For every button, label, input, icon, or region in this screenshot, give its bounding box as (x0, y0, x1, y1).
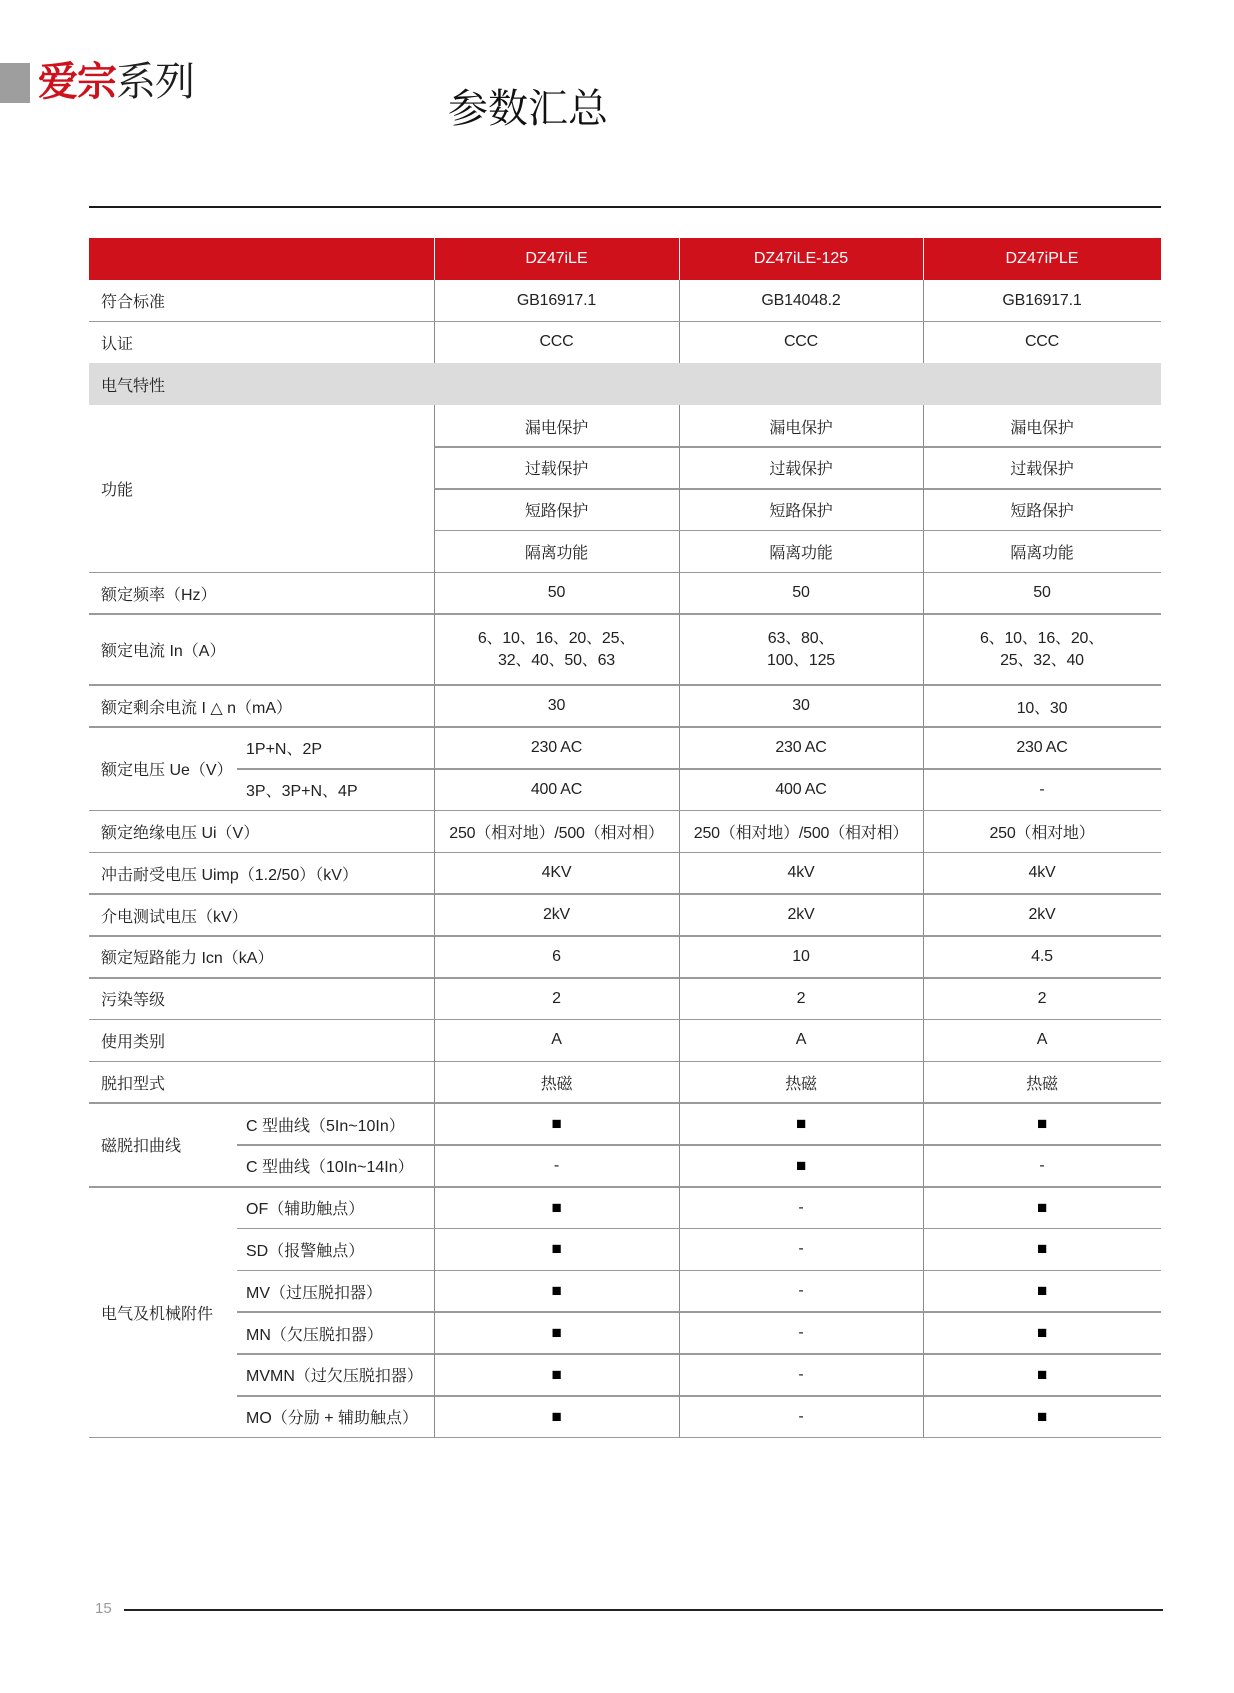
value-cell: CCC (1024, 333, 1060, 351)
value-line: 100、125 (767, 651, 835, 669)
column-divider (923, 1396, 924, 1438)
group-label: 额定电压 Ue（V） (101, 762, 233, 780)
value-cell: - (798, 1198, 804, 1216)
column-divider (923, 727, 924, 769)
spec-table (89, 238, 1161, 1438)
supported-marker-icon: ■ (551, 1239, 562, 1259)
supported-marker-icon: ■ (1036, 1323, 1048, 1343)
value-cell: 热磁 (785, 1075, 817, 1093)
supported-marker-icon: ■ (551, 1197, 562, 1217)
value-cell (434, 614, 679, 685)
column-divider (923, 1187, 924, 1229)
sub-label: C 型曲线（10In~14In） (246, 1159, 414, 1177)
supported-marker-icon: ■ (551, 1364, 562, 1384)
value-cell: 4kV (1028, 864, 1056, 882)
column-divider (434, 685, 435, 727)
column-divider (923, 614, 924, 685)
column-divider (679, 531, 680, 573)
supported-marker-icon: ■ (551, 1114, 562, 1134)
value-cell: 2 (552, 989, 561, 1007)
column-divider (679, 447, 680, 489)
brand-logo-block (0, 63, 30, 103)
column-divider (679, 1312, 680, 1354)
column-divider (679, 727, 680, 769)
column-divider (923, 531, 924, 573)
row-label: 额定绝缘电压 Ui（V） (101, 824, 260, 842)
value-cell: 漏电保护 (524, 419, 589, 437)
value-cell: 50 (1033, 584, 1051, 602)
supported-marker-icon: ■ (551, 1281, 562, 1301)
value-cell: A (795, 1031, 807, 1049)
column-divider (923, 1061, 924, 1103)
value-cell: 250（相对地）/500（相对相） (449, 824, 664, 842)
column-divider (679, 769, 680, 811)
value-line: 32、40、50、63 (498, 651, 615, 669)
value-cell: 230 AC (530, 738, 583, 756)
column-divider (923, 685, 924, 727)
column-divider (434, 614, 435, 685)
supported-marker-icon: ■ (551, 1323, 562, 1343)
column-divider (679, 1229, 680, 1271)
value-cell: 400 AC (530, 780, 583, 798)
supported-marker-icon: ■ (1036, 1281, 1048, 1301)
value-cell: CCC (783, 333, 819, 351)
supported-marker-icon: ■ (1036, 1114, 1048, 1134)
column-divider (923, 769, 924, 811)
header-column-divider (923, 238, 924, 280)
column-divider (434, 978, 435, 1020)
brand-name-dark: 系列 (116, 60, 194, 104)
column-divider (434, 811, 435, 853)
sub-label: 3P、3P+N、4P (246, 783, 358, 801)
brand-logo (38, 58, 194, 106)
supported-marker-icon: ■ (1036, 1239, 1048, 1259)
row-label: 认证 (101, 335, 134, 353)
row-label: 使用类别 (101, 1033, 166, 1051)
supported-marker-icon: ■ (1036, 1406, 1048, 1426)
value-cell: 250（相对地） (989, 824, 1095, 842)
column-divider (434, 1103, 435, 1145)
value-cell: - (1039, 780, 1045, 798)
column-divider (679, 1020, 680, 1062)
column-divider (679, 489, 680, 531)
column-divider (434, 447, 435, 489)
header-cell-model: DZ47iLE (525, 249, 588, 267)
column-divider (434, 1187, 435, 1229)
row-label: 额定剩余电流 I △ n（mA） (101, 699, 292, 717)
sub-label: MVMN（过欠压脱扣器） (246, 1368, 423, 1386)
value-cell: 50 (792, 584, 810, 602)
column-divider (923, 811, 924, 853)
value-cell: - (798, 1407, 804, 1425)
supported-marker-icon: ■ (1036, 1197, 1048, 1217)
value-cell: 4.5 (1031, 947, 1053, 965)
value-cell: GB16917.1 (516, 291, 597, 309)
value-cell: 隔离功能 (1010, 544, 1074, 562)
column-divider (923, 894, 924, 936)
value-cell: 6 (552, 947, 561, 965)
value-line: 6、10、16、20、25、 (477, 629, 636, 647)
section-label: 电气特性 (101, 377, 166, 395)
sub-label: 1P+N、2P (246, 741, 323, 759)
value-cell: GB14048.2 (761, 291, 841, 309)
value-cell: GB16917.1 (1002, 291, 1082, 309)
column-divider (923, 936, 924, 978)
supported-marker-icon: ■ (1036, 1364, 1048, 1384)
row-label: 脱扣型式 (101, 1075, 166, 1093)
column-divider (434, 727, 435, 769)
column-divider (434, 1270, 435, 1312)
value-cell: 2kV (787, 906, 815, 924)
column-divider (679, 1396, 680, 1438)
value-cell: 短路保护 (769, 503, 833, 521)
value-cell: 2 (796, 989, 806, 1007)
value-cell (923, 614, 1161, 685)
column-divider (923, 1020, 924, 1062)
column-divider (434, 1145, 435, 1187)
footer-divider (124, 1609, 1163, 1611)
column-divider (923, 1312, 924, 1354)
value-cell: 10、30 (1016, 699, 1068, 717)
group-label: 功能 (101, 482, 134, 500)
value-cell (679, 614, 923, 685)
page-title: 参数汇总 (448, 87, 608, 131)
column-divider (434, 531, 435, 573)
sub-label: SD（报警触点） (246, 1242, 365, 1260)
column-divider (679, 405, 680, 447)
group-label: 磁脱扣曲线 (101, 1138, 182, 1156)
column-divider (434, 852, 435, 894)
value-cell: 10 (792, 947, 810, 965)
value-cell: - (553, 1156, 560, 1174)
value-cell: - (798, 1365, 804, 1383)
value-cell: 4kV (787, 864, 815, 882)
column-divider (923, 572, 924, 614)
value-cell: 400 AC (775, 780, 827, 798)
column-divider (679, 1145, 680, 1187)
row-label: 额定电流 In（A） (101, 643, 226, 661)
row-label: 污染等级 (101, 992, 166, 1010)
row-label: 介电测试电压（kV） (101, 908, 248, 926)
sub-label: OF（辅助触点） (246, 1201, 365, 1219)
column-divider (434, 769, 435, 811)
column-divider (679, 280, 680, 322)
value-cell: 4KV (541, 864, 572, 882)
sub-label: C 型曲线（5In~10In） (246, 1117, 405, 1135)
column-divider (679, 614, 680, 685)
header-column-divider (679, 238, 680, 280)
column-divider (679, 1270, 680, 1312)
column-divider (679, 811, 680, 853)
column-divider (923, 1103, 924, 1145)
column-divider (679, 852, 680, 894)
header-label-cell (89, 238, 434, 280)
value-cell: 热磁 (1026, 1075, 1058, 1093)
column-divider (679, 936, 680, 978)
row-label: 额定短路能力 Icn（kA） (101, 950, 274, 968)
value-cell: 2 (1037, 989, 1047, 1007)
supported-marker-icon: ■ (795, 1155, 807, 1175)
header-cell-model: DZ47iPLE (1005, 249, 1079, 267)
column-divider (923, 1354, 924, 1396)
column-divider (434, 936, 435, 978)
group-label: 电气及机械附件 (101, 1305, 214, 1323)
column-divider (679, 322, 680, 364)
value-cell: 250（相对地）/500（相对相） (693, 824, 909, 842)
value-cell: 30 (547, 697, 566, 715)
column-divider (923, 405, 924, 447)
value-cell: 漏电保护 (769, 419, 833, 437)
column-divider (923, 1270, 924, 1312)
row-divider (89, 1437, 1161, 1439)
column-divider (434, 1312, 435, 1354)
column-divider (434, 405, 435, 447)
value-cell: 热磁 (540, 1075, 573, 1093)
column-divider (679, 894, 680, 936)
column-divider (923, 489, 924, 531)
supported-marker-icon: ■ (551, 1406, 562, 1426)
value-cell: 50 (547, 584, 566, 602)
value-cell: 漏电保护 (1010, 419, 1074, 437)
value-cell: 短路保护 (1010, 503, 1074, 521)
row-label: 冲击耐受电压 Uimp（1.2/50）（kV） (101, 866, 358, 884)
value-cell: A (1036, 1031, 1048, 1049)
column-divider (434, 280, 435, 322)
column-divider (679, 978, 680, 1020)
column-divider (434, 1020, 435, 1062)
value-cell: A (551, 1031, 562, 1049)
column-divider (923, 852, 924, 894)
header-cell-model: DZ47iLE-125 (753, 249, 849, 267)
column-divider (434, 1396, 435, 1438)
column-divider (434, 572, 435, 614)
column-divider (923, 447, 924, 489)
column-divider (434, 1354, 435, 1396)
value-cell: 230 AC (775, 738, 827, 756)
column-divider (434, 322, 435, 364)
sub-label: MV（过压脱扣器） (246, 1284, 383, 1302)
value-cell: 230 AC (1016, 738, 1068, 756)
value-cell: - (798, 1282, 804, 1300)
column-divider (679, 572, 680, 614)
value-cell: 短路保护 (524, 503, 589, 521)
value-line: 63、80、 (767, 629, 835, 647)
title-divider (89, 206, 1161, 208)
column-divider (434, 1061, 435, 1103)
header-column-divider (434, 238, 435, 280)
row-label: 额定频率（Hz） (101, 586, 217, 604)
value-cell: 过载保护 (1010, 461, 1074, 479)
supported-marker-icon: ■ (795, 1114, 807, 1134)
value-cell: 过载保护 (769, 461, 833, 479)
column-divider (679, 1354, 680, 1396)
column-divider (679, 685, 680, 727)
brand-name-red: 爱宗 (38, 60, 116, 104)
value-cell: CCC (539, 333, 574, 351)
row-label: 符合标准 (101, 294, 166, 312)
column-divider (923, 1229, 924, 1271)
column-divider (434, 894, 435, 936)
column-divider (923, 1145, 924, 1187)
value-cell: - (1039, 1156, 1045, 1174)
column-divider (923, 978, 924, 1020)
value-cell: 2kV (1028, 906, 1056, 924)
sub-label: MN（欠压脱扣器） (246, 1326, 383, 1344)
column-divider (923, 322, 924, 364)
value-cell: - (798, 1324, 804, 1342)
value-cell: 30 (792, 697, 810, 715)
value-line: 25、32、40 (1000, 651, 1084, 669)
column-divider (434, 489, 435, 531)
value-cell: 2kV (543, 906, 570, 924)
value-line: 6、10、16、20、 (979, 629, 1105, 647)
value-cell: 隔离功能 (769, 544, 833, 562)
column-divider (923, 280, 924, 322)
column-divider (679, 1061, 680, 1103)
column-divider (679, 1187, 680, 1229)
value-cell: - (798, 1240, 804, 1258)
column-divider (679, 1103, 680, 1145)
page-number: 15 (95, 1600, 112, 1617)
value-cell: 隔离功能 (524, 544, 589, 562)
sub-label: MO（分励 + 辅助触点） (246, 1410, 419, 1428)
column-divider (434, 1229, 435, 1271)
value-cell: 过载保护 (524, 461, 589, 479)
